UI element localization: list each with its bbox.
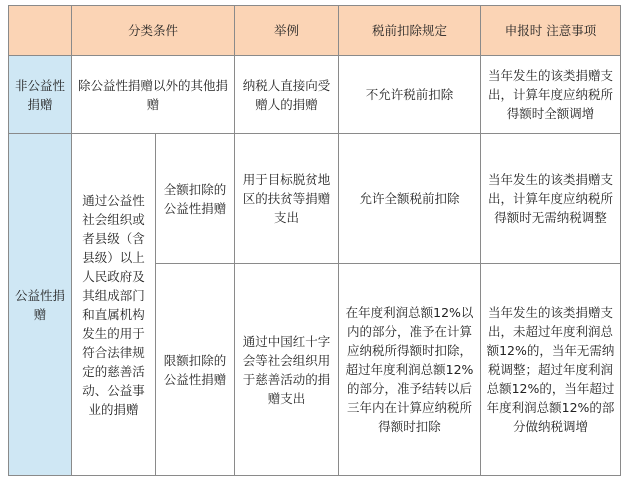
notes-full-deduction: 当年发生的该类捐赠支出，计算年度应纳税所得额时无需纳税调整 bbox=[481, 134, 621, 264]
category-non-public: 非公益性捐赠 bbox=[9, 56, 72, 134]
table-row-public-full bbox=[9, 134, 621, 264]
header-corner bbox=[9, 6, 72, 56]
header-row bbox=[9, 6, 621, 56]
condition-non-public: 除公益性捐赠以外的其他捐赠 bbox=[72, 56, 235, 134]
notes-limited-deduction: 当年发生的该类捐赠支出，未超过年度利润总额12%的，当年无需纳税调整；超过年度利润总额12%的，当年超过年度利润总额12%的部分做纳税调增 bbox=[481, 264, 621, 476]
sub-limited-deduction: 限额扣除的公益性捐赠 bbox=[156, 264, 235, 476]
rule-non-public: 不允许税前扣除 bbox=[339, 56, 481, 134]
donation-deduction-table bbox=[8, 5, 621, 476]
header-example: 举例 bbox=[235, 6, 339, 56]
header-notes: 申报时 注意事项 bbox=[481, 6, 621, 56]
table-row-non-public bbox=[9, 56, 621, 134]
rule-full-deduction: 允许全额税前扣除 bbox=[339, 134, 481, 264]
header-rule: 税前扣除规定 bbox=[339, 6, 481, 56]
header-condition: 分类条件 bbox=[72, 6, 235, 56]
condition-public: 通过公益性社会组织或者县级（含县级）以上人民政府及其组成部门和直属机构发生的用于符合法律规定的慈善活动、公益事业的捐赠 bbox=[72, 134, 156, 476]
example-full-deduction: 用于目标脱贫地区的扶贫等捐赠支出 bbox=[235, 134, 339, 264]
notes-non-public: 当年发生的该类捐赠支出，计算年度应纳税所得额时全额调增 bbox=[481, 56, 621, 134]
example-non-public: 纳税人直接向受赠人的捐赠 bbox=[235, 56, 339, 134]
rule-limited-deduction: 在年度利润总额12%以内的部分，准予在计算应纳税所得额时扣除，超过年度利润总额12%的部分，准予结转以后三年内在计算应纳税所得额时扣除 bbox=[339, 264, 481, 476]
category-public: 公益性捐赠 bbox=[9, 134, 72, 476]
sub-full-deduction: 全额扣除的公益性捐赠 bbox=[156, 134, 235, 264]
example-limited-deduction: 通过中国红十字会等社会组织用于慈善活动的捐赠支出 bbox=[235, 264, 339, 476]
